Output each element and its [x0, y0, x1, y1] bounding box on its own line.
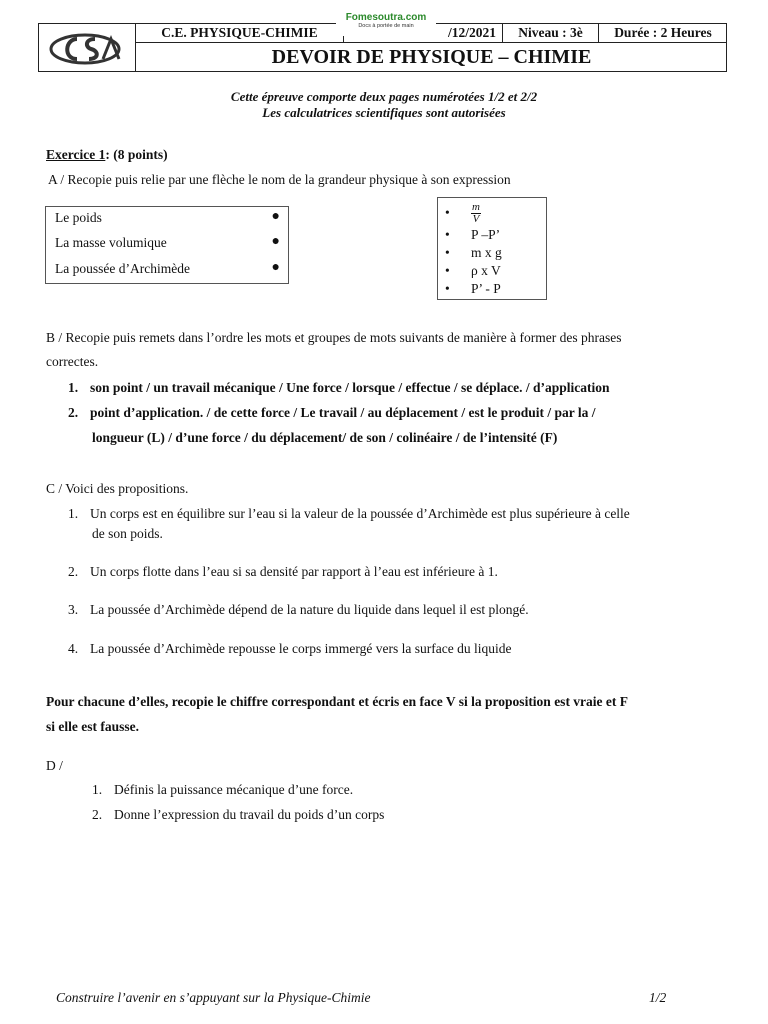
exercise-1-label: Exercice 1: [46, 147, 106, 162]
watermark-main: Fomesoutra.com: [345, 12, 427, 23]
list-item: 2. point d’application. / de cette force / Le travail / au déplacement / est le produit / par la /: [68, 405, 596, 420]
list-item: 4. La poussée d’Archimède repousse le corps immergé vers la surface du liquide: [68, 641, 512, 656]
list-item: • P –P’: [445, 227, 501, 242]
part-b-instruction-2: correctes.: [46, 354, 99, 369]
level-cell: Niveau : 3è: [503, 23, 599, 43]
list-item: La masse volumique: [55, 235, 167, 250]
csa-logo-icon: [47, 30, 127, 66]
expression-box: [437, 197, 547, 300]
part-d-label: D /: [46, 758, 63, 773]
footer-motto: Construire l’avenir en s’appuyant sur la Physique-Chimie: [56, 990, 371, 1005]
exercise-1-title: [46, 147, 168, 163]
list-item: • P’ - P: [445, 281, 501, 296]
list-item: La poussée d’Archimède: [55, 261, 190, 276]
list-item: 1. Définis la puissance mécanique d’une force.: [92, 782, 354, 797]
bullet-dot: ●: [271, 209, 280, 224]
list-item-continuation: de son poids.: [92, 526, 163, 541]
part-b-instruction-1: B / Recopie puis remets dans l’ordre les mots et groupes de mots suivants de manière à former des phrases: [46, 330, 622, 345]
part-a-instruction: A / Recopie puis relie par une flèche le nom de la grandeur physique à son expression: [48, 172, 511, 187]
list-item: • m x g: [445, 245, 502, 260]
subject-cell: C.E. PHYSIQUE-CHIMIE: [136, 23, 344, 43]
list-item: 2. Un corps flotte dans l’eau si sa densité par rapport à l’eau est inférieure à 1.: [68, 564, 498, 579]
bullet-dot: ●: [271, 260, 280, 275]
part-c-instruction: C / Voici des propositions.: [46, 481, 189, 496]
duration-cell: Durée : 2 Heures: [599, 23, 727, 43]
list-item: Le poids: [55, 210, 102, 225]
intro-line-1: Cette épreuve comporte deux pages numérotées 1/2 et 2/2: [230, 89, 538, 104]
bullet-dot: ●: [271, 234, 280, 249]
list-item-continuation: longueur (L) / d’une force / du déplacement/ de son / colinéaire / de l’intensité (F): [92, 430, 558, 445]
intro-line-2: Les calculatrices scientifiques sont autorisées: [262, 105, 506, 120]
list-item: 3. La poussée d’Archimède dépend de la nature du liquide dans lequel il est plongé.: [68, 602, 529, 617]
fraction-m-over-v: $\frac{m}{V}$: [472, 201, 480, 225]
expression-fraction-row: • $\frac{m}{V}$: [445, 201, 480, 225]
part-c-task-1: Pour chacune d’elles, recopie le chiffre correspondant et écris en face V si la proposition est vraie et F: [46, 694, 629, 709]
quantity-name-box: [45, 206, 289, 284]
list-item: 2. Donne l’expression du travail du poids d’un corps: [92, 807, 385, 822]
logo: [38, 23, 136, 72]
date-cell: /12/2021: [344, 23, 503, 43]
exercise-1-points: : (8 points): [105, 147, 168, 162]
list-item: • ρ x V: [445, 263, 501, 278]
page-number: 1/2: [649, 990, 667, 1005]
watermark: [336, 12, 436, 36]
page-title: DEVOIR DE PHYSIQUE – CHIMIE: [271, 46, 592, 68]
watermark-sub: Docs à portée de main: [358, 23, 414, 29]
list-item: 1. Un corps est en équilibre sur l’eau si la valeur de la poussée d’Archimède est plus supérieure à celle: [68, 506, 630, 521]
part-c-task-2: si elle est fausse.: [46, 719, 139, 734]
list-item: 1. son point / un travail mécanique / Une force / lorsque / effectue / se déplace. / d’application: [68, 380, 610, 395]
